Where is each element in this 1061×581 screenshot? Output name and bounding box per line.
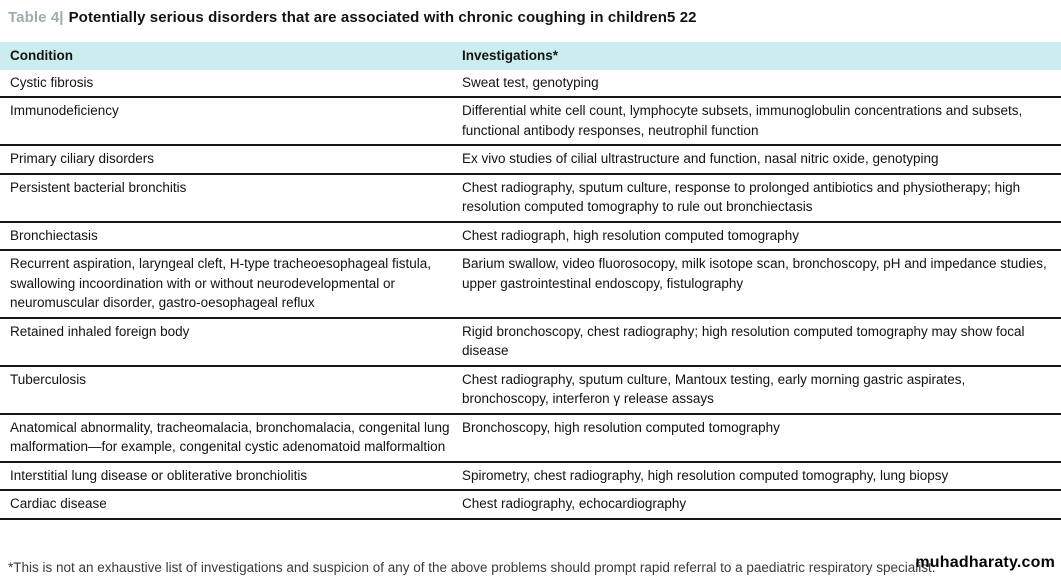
table-row — [0, 250, 1061, 318]
investigations-cell: Chest radiography, sputum culture, Mantoux testing, early morning gastric aspirates, bronchoscopy, interferon γ release assays — [462, 366, 1061, 414]
investigations-cell: Barium swallow, video fluorosocopy, milk isotope scan, bronchoscopy, pH and impedance studies, upper gastrointestinal endoscopy, fistulography — [462, 250, 1061, 318]
investigations-cell: Rigid bronchoscopy, chest radiography; high resolution computed tomography may show focal disease — [462, 318, 1061, 366]
table-header — [0, 42, 1061, 70]
condition-cell: Primary ciliary disorders — [0, 145, 462, 174]
table-row — [0, 366, 1061, 414]
investigations-cell: Chest radiograph, high resolution computed tomography — [462, 222, 1061, 251]
condition-cell: Anatomical abnormality, tracheomalacia, bronchomalacia, congenital lung malformation—for example, congenital cystic adenomatoid malformaltion — [0, 414, 462, 462]
table-row — [0, 174, 1061, 222]
condition-cell: Interstitial lung disease or obliterative bronchiolitis — [0, 462, 462, 491]
table-row — [0, 318, 1061, 366]
table-row — [0, 70, 1061, 98]
table-body — [0, 70, 1061, 519]
condition-cell: Cardiac disease — [0, 490, 462, 519]
table-number-label: Table 4| — [8, 9, 64, 26]
disorders-table — [0, 42, 1061, 520]
investigations-cell: Spirometry, chest radiography, high resolution computed tomography, lung biopsy — [462, 462, 1061, 491]
table-footnote: *This is not an exhaustive list of investigations and suspicion of any of the above problems should prompt rapid referral to a paediatric respiratory specialist. — [8, 560, 936, 575]
condition-cell: Persistent bacterial bronchitis — [0, 174, 462, 222]
table-row — [0, 462, 1061, 491]
investigations-cell: Chest radiography, sputum culture, response to prolonged antibiotics and physiotherapy; high resolution computed tomography to rule out bronchiectasis — [462, 174, 1061, 222]
investigations-cell: Bronchoscopy, high resolution computed tomography — [462, 414, 1061, 462]
investigations-cell: Chest radiography, echocardiography — [462, 490, 1061, 519]
investigations-cell: Sweat test, genotyping — [462, 70, 1061, 98]
condition-cell: Tuberculosis — [0, 366, 462, 414]
condition-cell: Bronchiectasis — [0, 222, 462, 251]
table-row — [0, 145, 1061, 174]
table-title — [8, 9, 697, 26]
condition-cell: Recurrent aspiration, laryngeal cleft, H-type tracheoesophageal fistula, swallowing incoordination with or without neurodevelopmental or neuromuscular disorder, gastro-oesophageal reflux — [0, 250, 462, 318]
investigations-cell: Ex vivo studies of cilial ultrastructure and function, nasal nitric oxide, genotyping — [462, 145, 1061, 174]
table-row — [0, 97, 1061, 145]
table-title-text: Potentially serious disorders that are associated with chronic coughing in children5 22 — [68, 9, 697, 26]
column-header-condition: Condition — [0, 42, 462, 70]
investigations-cell: Differential white cell count, lymphocyte subsets, immunoglobulin concentrations and subsets, functional antibody responses, neutrophil function — [462, 97, 1061, 145]
condition-cell: Cystic fibrosis — [0, 70, 462, 98]
condition-cell: Immunodeficiency — [0, 97, 462, 145]
condition-cell: Retained inhaled foreign body — [0, 318, 462, 366]
column-header-investigations: Investigations* — [462, 42, 1061, 70]
table-row — [0, 490, 1061, 519]
header-row — [0, 42, 1061, 70]
table-row — [0, 222, 1061, 251]
table-row — [0, 414, 1061, 462]
watermark: muhadharaty.com — [915, 554, 1055, 571]
